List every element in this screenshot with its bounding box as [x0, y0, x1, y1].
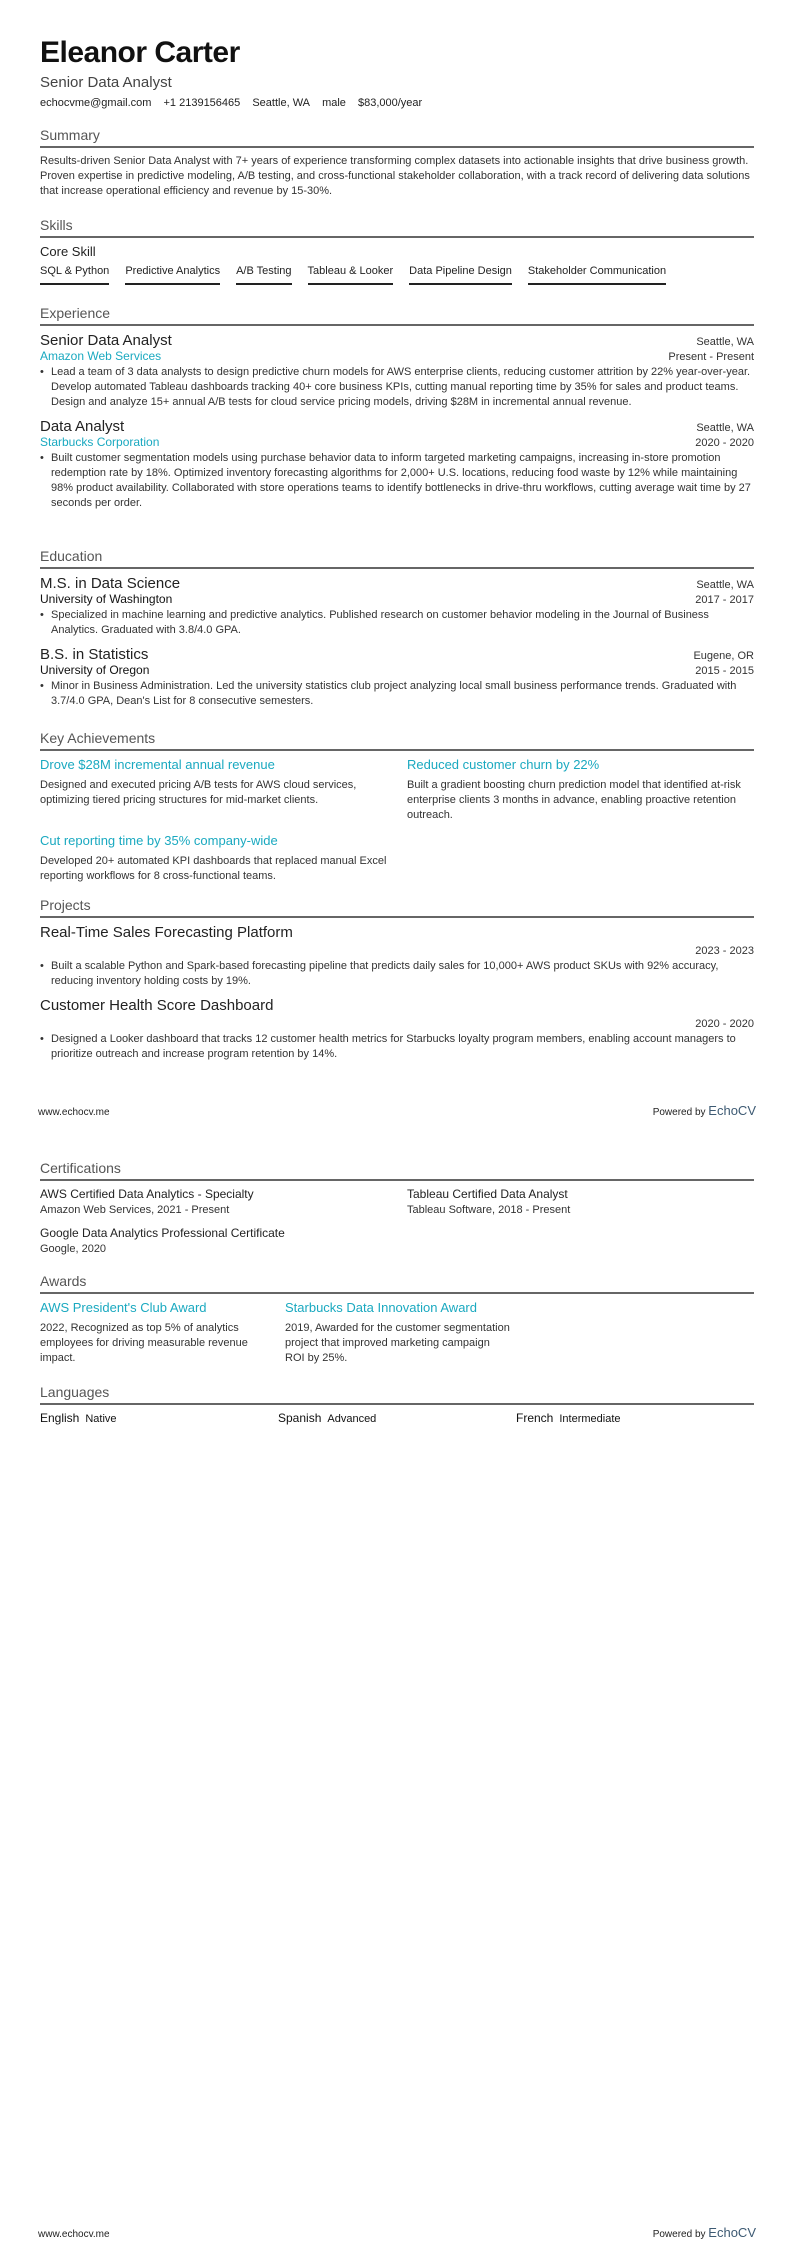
- cert-issuer: Google, 2020: [40, 1243, 107, 1255]
- language-name: French: [516, 1411, 554, 1425]
- cert-name: Tableau Certified Data Analyst: [407, 1187, 568, 1201]
- language-item: [516, 1411, 754, 1425]
- experience-section: [40, 305, 754, 519]
- achievement-text: Developed 20+ automated KPI dashboards that replaced manual Excel reporting workflows for 8 cross-functional teams.: [40, 855, 387, 882]
- section-heading: Skills: [40, 217, 754, 238]
- page-footer: [38, 2225, 756, 2240]
- email: echocvme@gmail.com: [40, 97, 152, 109]
- achievements-section: [40, 730, 754, 884]
- project-bullet: • Built a scalable Python and Spark-based forecasting pipeline that predicts daily sales for 10,000+ AWS product SKUs with 92% accuracy, reducing inventory holding costs by 19%.: [40, 959, 754, 989]
- skill-tag: Stakeholder Communication: [528, 265, 666, 285]
- job-dates: Present - Present: [668, 351, 754, 363]
- summary-text: Results-driven Senior Data Analyst with 7+ years of experience transforming complex datasets into actionable insights that drive business growth. Proven expertise in predictive modeling, A/B testing, and cross-functional stakeholder collaboration, with a track record of delivering data solutions that increase operational efficiency and revenue by 15-30%.: [40, 155, 750, 197]
- resume-header: [40, 36, 754, 109]
- languages-section: [40, 1384, 754, 1425]
- job-title: Senior Data Analyst: [40, 332, 172, 349]
- award-item: [285, 1300, 510, 1366]
- certification-item: [407, 1187, 754, 1216]
- skill-tag: A/B Testing: [236, 265, 291, 285]
- award-title: Starbucks Data Innovation Award: [285, 1300, 477, 1315]
- achievement-item: [407, 757, 754, 823]
- language-name: Spanish: [278, 1411, 322, 1425]
- candidate-title: Senior Data Analyst: [40, 74, 172, 91]
- echocv-brand: EchoCV: [708, 1103, 756, 1118]
- award-text: 2019, Awarded for the customer segmentation project that improved marketing campaign ROI by 25%.: [285, 1322, 510, 1364]
- job-bullet: • Built customer segmentation models using purchase behavior data to inform targeted marketing campaigns, increasing in-store promotion redemption rate by 18%. Optimized inventory forecasting algorithms for 2,000+ U.S. locations, reducing food waste by 12% while maintaining 98% product availability. Collaborated with store operations teams to identify bottlenecks in drive-thru workflows, cutting average wait time by 27 seconds per order.: [40, 451, 754, 511]
- language-level: Advanced: [327, 1413, 377, 1425]
- skill-category: Core Skill: [40, 244, 96, 259]
- school: University of Oregon: [40, 663, 150, 677]
- job-bullet: • Lead a team of 3 data analysts to design predictive churn models for AWS enterprise clients, reducing customer attrition by 22% year-over-year. Develop automated Tableau dashboards tracking 40+ core business KPIs, cutting manual reporting time by 35% for sales and product teams. Design and analyze 15+ annual A/B tests for cloud service pricing models, driving $28M in incremental annual revenue.: [40, 365, 754, 410]
- education-item: [40, 575, 754, 638]
- skill-tag: SQL & Python: [40, 265, 109, 285]
- language-item: [278, 1411, 516, 1425]
- phone: +1 2139156465: [163, 97, 241, 109]
- salary: $83,000/year: [357, 97, 423, 109]
- achievement-text: Designed and executed pricing A/B tests for AWS cloud services, optimizing tiered pricing structures for mid-market clients.: [40, 779, 357, 806]
- section-heading: Certifications: [40, 1160, 754, 1181]
- project-dates: 2023 - 2023: [695, 945, 754, 957]
- language-level: Native: [85, 1413, 117, 1425]
- cert-name: Google Data Analytics Professional Certificate: [40, 1226, 285, 1240]
- company: Amazon Web Services: [40, 349, 162, 363]
- section-heading: Education: [40, 548, 754, 569]
- achievement-title: Reduced customer churn by 22%: [407, 757, 600, 772]
- edu-location: Seattle, WA: [696, 579, 754, 591]
- footer-site-link[interactable]: www.echocv.me: [38, 1107, 110, 1118]
- experience-item: [40, 332, 754, 410]
- cert-issuer: Tableau Software, 2018 - Present: [407, 1204, 571, 1216]
- skill-tag: Data Pipeline Design: [409, 265, 512, 285]
- education-item: [40, 646, 754, 709]
- section-heading: Summary: [40, 127, 754, 148]
- language-name: English: [40, 1411, 80, 1425]
- section-heading: Languages: [40, 1384, 754, 1405]
- degree: M.S. in Data Science: [40, 575, 181, 592]
- project-dates: 2020 - 2020: [695, 1018, 754, 1030]
- experience-item: [40, 418, 754, 511]
- language-level: Intermediate: [559, 1413, 621, 1425]
- project-title: Customer Health Score Dashboard: [40, 997, 274, 1014]
- edu-bullet: • Minor in Business Administration. Led the university statistics club project analyzing local small business performance trends. Graduated with 3.7/4.0 GPA, Dean's List for 8 consecutive semesters.: [40, 679, 754, 709]
- powered-by-label: Powered by: [652, 1107, 706, 1118]
- skills-section: [40, 217, 754, 285]
- achievement-item: [40, 833, 387, 884]
- location: Seattle, WA: [252, 97, 311, 109]
- job-title: Data Analyst: [40, 418, 125, 435]
- contact-line: [40, 97, 754, 109]
- powered-by-label: Powered by: [652, 2229, 706, 2240]
- certification-item: [40, 1226, 387, 1255]
- language-item: [40, 1411, 278, 1425]
- section-heading: Projects: [40, 897, 754, 918]
- company: Starbucks Corporation: [40, 435, 160, 449]
- job-dates: 2020 - 2020: [695, 437, 754, 449]
- awards-section: [40, 1273, 754, 1366]
- project-item: [40, 924, 754, 989]
- summary-section: [40, 127, 754, 199]
- section-heading: Experience: [40, 305, 754, 326]
- award-text: 2022, Recognized as top 5% of analytics employees for driving measurable revenue impact.: [40, 1322, 248, 1364]
- cert-issuer: Amazon Web Services, 2021 - Present: [40, 1204, 230, 1216]
- page-footer: [38, 1103, 756, 1118]
- project-bullet: • Designed a Looker dashboard that tracks 12 customer health metrics for Starbucks loyalty program members, enabling account managers to prioritize outreach and increase program retention by 14%.: [40, 1032, 754, 1062]
- gender: male: [322, 97, 346, 109]
- award-item: [40, 1300, 265, 1366]
- certification-item: [40, 1187, 387, 1216]
- achievement-title: Drove $28M incremental annual revenue: [40, 757, 275, 772]
- achievement-item: [40, 757, 387, 823]
- projects-section: [40, 897, 754, 1070]
- project-item: [40, 997, 754, 1062]
- award-title: AWS President's Club Award: [40, 1300, 207, 1315]
- job-location: Seattle, WA: [696, 422, 754, 434]
- education-section: [40, 548, 754, 717]
- edu-dates: 2017 - 2017: [695, 594, 754, 606]
- skill-tag: Predictive Analytics: [125, 265, 220, 285]
- edu-dates: 2015 - 2015: [695, 665, 754, 677]
- degree: B.S. in Statistics: [40, 646, 149, 663]
- candidate-name: Eleanor Carter: [40, 36, 240, 69]
- certifications-section: [40, 1160, 754, 1255]
- footer-site-link[interactable]: www.echocv.me: [38, 2229, 110, 2240]
- section-heading: Awards: [40, 1273, 754, 1294]
- achievement-title: Cut reporting time by 35% company-wide: [40, 833, 278, 848]
- echocv-brand: EchoCV: [708, 2225, 756, 2240]
- edu-location: Eugene, OR: [693, 650, 754, 662]
- school: University of Washington: [40, 592, 173, 606]
- project-title: Real-Time Sales Forecasting Platform: [40, 924, 293, 941]
- edu-bullet: • Specialized in machine learning and predictive analytics. Published research on customer behavior modeling in the Journal of Business Analytics. Graduated with 3.8/4.0 GPA.: [40, 608, 754, 638]
- skill-tag: Tableau & Looker: [308, 265, 394, 285]
- job-location: Seattle, WA: [696, 336, 754, 348]
- section-heading: Key Achievements: [40, 730, 754, 751]
- cert-name: AWS Certified Data Analytics - Specialty: [40, 1187, 254, 1201]
- achievement-text: Built a gradient boosting churn prediction model that identified at-risk enterprise clients 3 months in advance, enabling proactive retention outreach.: [407, 779, 741, 821]
